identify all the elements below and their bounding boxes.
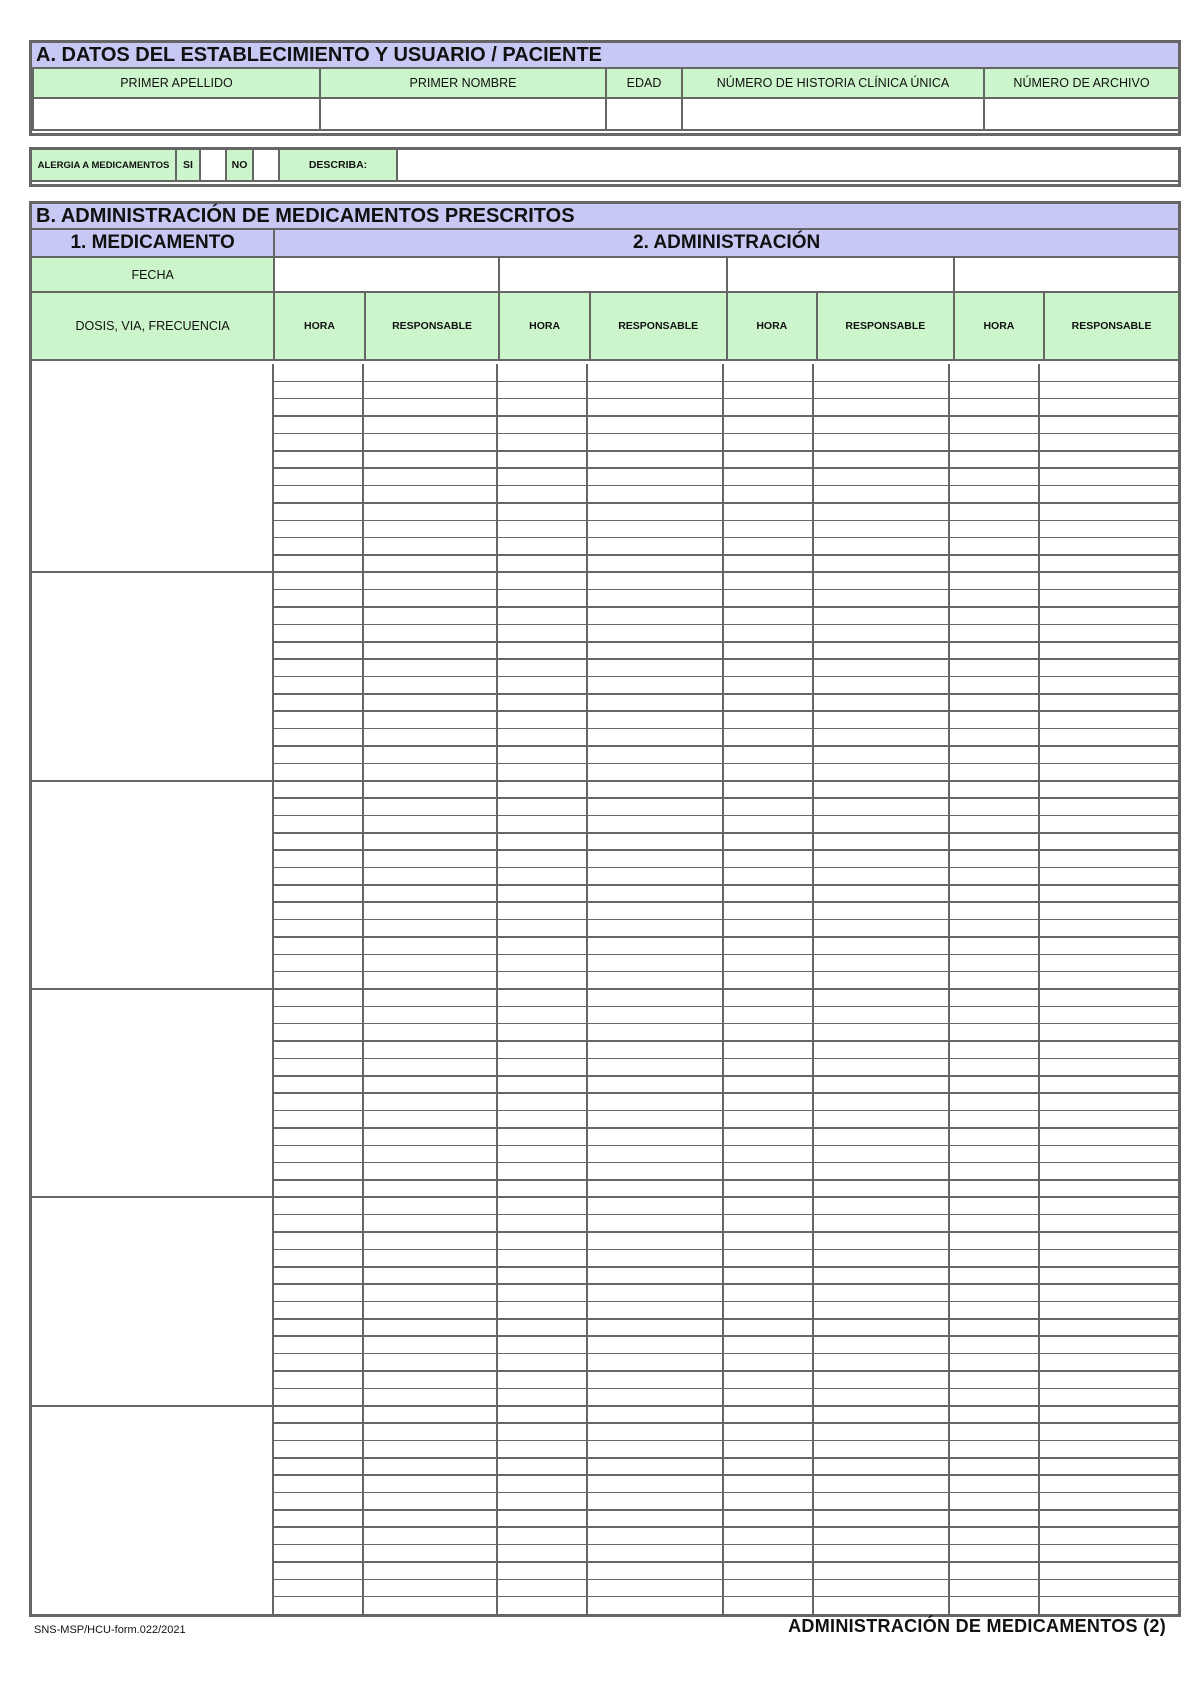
responsible-label-day-4: RESPONSABLE: [1044, 292, 1179, 360]
medication-entry-cell[interactable]: [32, 1406, 272, 1614]
administration-grid: [32, 364, 1178, 1614]
administration-row-line: [272, 589, 1178, 591]
date-field-day-4[interactable]: [954, 257, 1179, 292]
administration-row-line: [272, 1110, 1178, 1112]
administration-row-line: [272, 1370, 1178, 1372]
administration-row-line: [272, 1353, 1178, 1355]
administration-header: 2. ADMINISTRACIÓN: [274, 229, 1179, 257]
date-field-day-3[interactable]: [727, 257, 954, 292]
administration-row-line: [272, 1283, 1178, 1285]
col-header-first-name: PRIMER NOMBRE: [320, 68, 606, 98]
medication-block-divider: [32, 1405, 1178, 1407]
administration-row-line: [272, 710, 1178, 712]
administration-row-line: [272, 1179, 1178, 1181]
administration-row-line: [272, 641, 1178, 643]
administration-row-line: [272, 1249, 1178, 1251]
date-field-day-1[interactable]: [274, 257, 499, 292]
administration-row-line: [272, 1422, 1178, 1424]
administration-row-line: [272, 1266, 1178, 1268]
administration-row-line: [272, 1457, 1178, 1459]
administration-row-line: [272, 1023, 1178, 1025]
administration-row-line: [272, 919, 1178, 921]
patient-data-table: [32, 67, 1180, 131]
allergy-yes-label: SI: [176, 149, 200, 181]
medication-entry-cell[interactable]: [32, 1197, 272, 1405]
administration-row-line: [272, 867, 1178, 869]
medication-entry-cell[interactable]: [32, 989, 272, 1197]
administration-row-line: [272, 1127, 1178, 1129]
administration-row-line: [272, 1509, 1178, 1511]
administration-row-line: [272, 624, 1178, 626]
administration-row-line: [272, 1440, 1178, 1442]
administration-row-line: [272, 1561, 1178, 1563]
administration-header-table: [30, 228, 1180, 361]
allergy-yes-checkbox[interactable]: [200, 149, 226, 181]
first-name-field[interactable]: [320, 98, 606, 130]
responsible-label-day-2: RESPONSABLE: [590, 292, 727, 360]
administration-row-line: [272, 433, 1178, 435]
administration-row-line: [272, 381, 1178, 383]
section-b-medication-administration: [29, 201, 1181, 1617]
administration-row-line: [272, 1579, 1178, 1581]
allergy-table: [30, 148, 1180, 182]
administration-row-line: [272, 1040, 1178, 1042]
administration-row-line: [272, 537, 1178, 539]
administration-row-line: [272, 1544, 1178, 1546]
hour-label-day-2: HORA: [499, 292, 589, 360]
responsible-label-day-3: RESPONSABLE: [817, 292, 954, 360]
administration-row-line: [272, 954, 1178, 956]
administration-row-line: [272, 1388, 1178, 1390]
administration-row-line: [272, 485, 1178, 487]
responsible-label-day-1: RESPONSABLE: [365, 292, 500, 360]
medication-entry-cell[interactable]: [32, 572, 272, 780]
administration-row-line: [272, 1092, 1178, 1094]
administration-row-line: [272, 936, 1178, 938]
allergy-no-checkbox[interactable]: [253, 149, 279, 181]
medication-header: 1. MEDICAMENTO: [31, 229, 274, 257]
section-a-title: A. DATOS DEL ESTABLECIMIENTO Y USUARIO / PACIENTE: [32, 43, 1178, 69]
administration-row-line: [272, 467, 1178, 469]
hour-label-day-1: HORA: [274, 292, 364, 360]
medication-block-divider: [32, 988, 1178, 990]
administration-row-line: [272, 728, 1178, 730]
administration-row-line: [272, 1006, 1178, 1008]
administration-row-line: [272, 1318, 1178, 1320]
administration-row-line: [272, 693, 1178, 695]
medication-entry-cell[interactable]: [32, 364, 272, 572]
administration-row-line: [272, 763, 1178, 765]
age-field[interactable]: [606, 98, 682, 130]
administration-row-line: [272, 797, 1178, 799]
administration-row-line: [272, 1492, 1178, 1494]
administration-row-line: [272, 606, 1178, 608]
administration-row-line: [272, 658, 1178, 660]
administration-row-line: [272, 1075, 1178, 1077]
date-field-day-2[interactable]: [499, 257, 726, 292]
allergy-label: ALERGIA A MEDICAMENTOS: [31, 149, 176, 181]
administration-row-line: [272, 901, 1178, 903]
form-code: SNS-MSP/HCU-form.022/2021: [34, 1624, 186, 1636]
administration-row-line: [272, 1162, 1178, 1164]
form-title: ADMINISTRACIÓN DE MEDICAMENTOS (2): [788, 1616, 1166, 1636]
date-label: FECHA: [31, 257, 274, 292]
administration-row-line: [272, 676, 1178, 678]
administration-row-line: [272, 849, 1178, 851]
hour-label-day-3: HORA: [727, 292, 817, 360]
col-header-file-number: NÚMERO DE ARCHIVO: [984, 68, 1179, 98]
section-b-title: B. ADMINISTRACIÓN DE MEDICAMENTOS PRESCRITOS: [32, 204, 1178, 230]
medication-block-divider: [32, 780, 1178, 782]
allergy-no-label: NO: [226, 149, 253, 181]
administration-row-line: [272, 1596, 1178, 1598]
administration-row-line: [272, 1335, 1178, 1337]
administration-row-line: [272, 1526, 1178, 1528]
administration-row-line: [272, 815, 1178, 817]
administration-row-line: [272, 415, 1178, 417]
col-header-clinical-history-number: NÚMERO DE HISTORIA CLÍNICA ÚNICA: [682, 68, 984, 98]
section-a-patient-data: [29, 40, 1181, 136]
col-header-surname: PRIMER APELLIDO: [33, 68, 320, 98]
allergy-description-field[interactable]: [397, 149, 1179, 181]
administration-row-line: [272, 1474, 1178, 1476]
administration-row-line: [272, 1231, 1178, 1233]
administration-row-line: [272, 398, 1178, 400]
administration-row-line: [272, 450, 1178, 452]
administration-row-line: [272, 520, 1178, 522]
file-number-field[interactable]: [984, 98, 1179, 130]
clinical-history-number-field[interactable]: [682, 98, 984, 130]
administration-row-line: [272, 832, 1178, 834]
administration-row-line: [272, 745, 1178, 747]
administration-row-line: [272, 1301, 1178, 1303]
col-header-age: EDAD: [606, 68, 682, 98]
surname-field[interactable]: [33, 98, 320, 130]
allergy-section: [29, 147, 1181, 187]
describe-label: DESCRIBA:: [279, 149, 397, 181]
medication-block-divider: [32, 571, 1178, 573]
administration-row-line: [272, 884, 1178, 886]
dose-route-frequency-label: DOSIS, VIA, FRECUENCIA: [31, 292, 274, 360]
hour-label-day-4: HORA: [954, 292, 1044, 360]
administration-row-line: [272, 971, 1178, 973]
administration-row-line: [272, 554, 1178, 556]
administration-row-line: [272, 1145, 1178, 1147]
administration-row-line: [272, 502, 1178, 504]
medication-block-divider: [32, 1196, 1178, 1198]
medication-entry-cell[interactable]: [32, 781, 272, 989]
administration-row-line: [272, 1214, 1178, 1216]
administration-row-line: [272, 1058, 1178, 1060]
